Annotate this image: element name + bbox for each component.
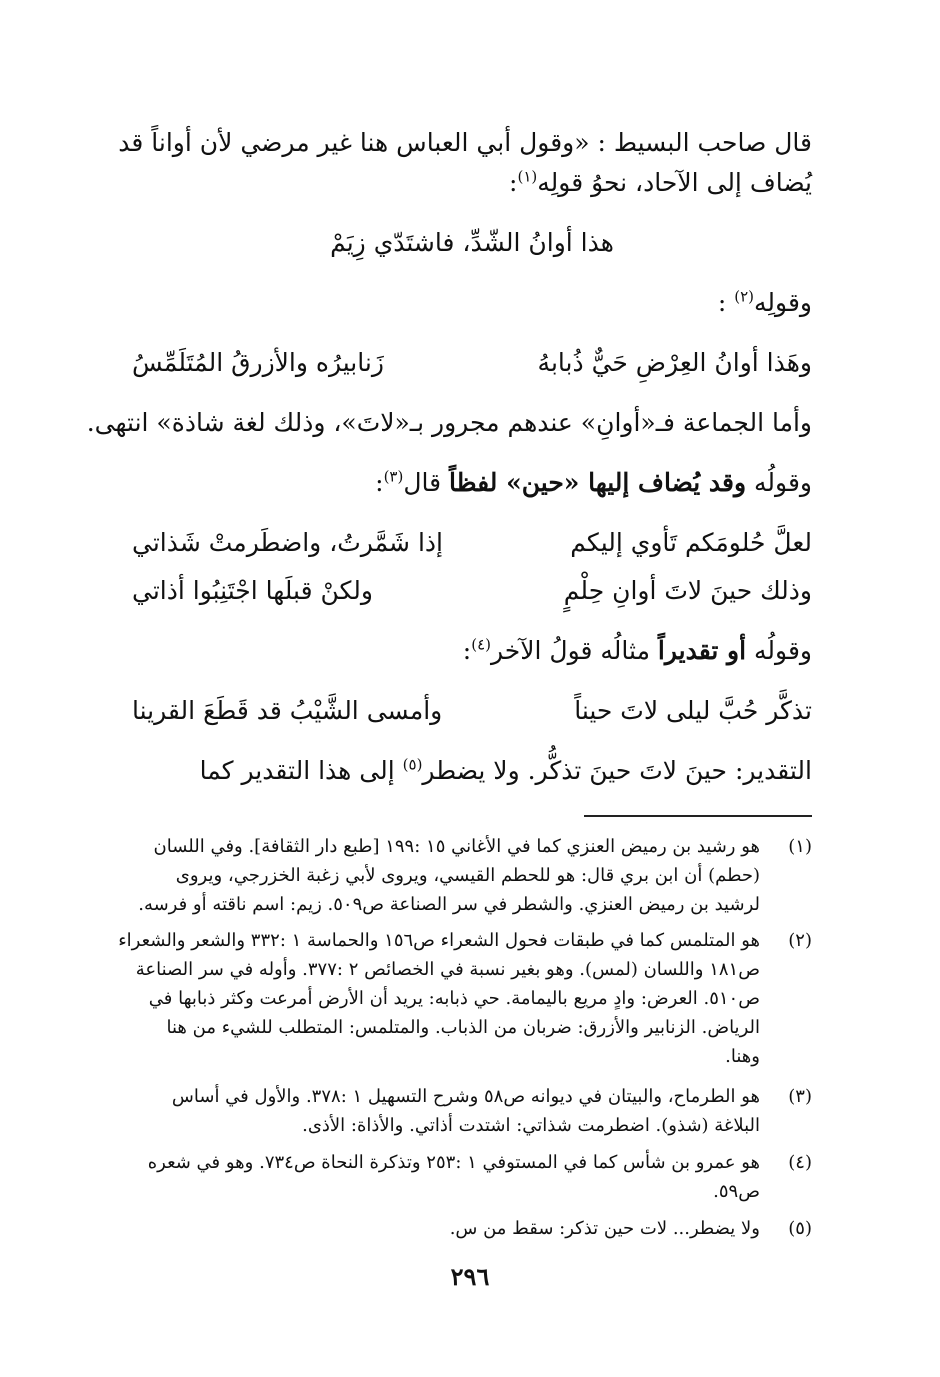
text-line: إلى هذا التقدير كما	[199, 756, 395, 785]
footnote-line: هو الطرماح، والبيتان في ديوانه ص٥٨ وشرح التسهيل ١ :٣٧٨. والأول في أساس	[171, 1086, 760, 1107]
page-number: ٢٩٦	[450, 1262, 490, 1291]
punctuation: :	[462, 636, 472, 665]
text-line: وقولُه	[754, 468, 812, 497]
footnote-text	[108, 1082, 760, 1140]
text-line: التقدير: حينَ لاتَ حينَ تذكُّر. ولا يضطر	[422, 756, 812, 785]
verse-hemistich-first: تذكَّر حُبَّ ليلى لاتَ حيناً	[574, 696, 812, 725]
footnote-line: ولا يضطر... لات حين تذكر: سقط من س.	[449, 1218, 760, 1239]
verse-hemistich-second: ولكنْ قبلَها اجْتَنِبُوا أذاتي	[132, 576, 373, 605]
verse-couplet	[132, 526, 812, 566]
footnote-line: هو المتلمس كما في طبقات فحول الشعراء ص١٥٦ والحماسة ١ :٣٣٢ والشعر والشعراء	[118, 930, 760, 951]
footnote-line: هو عمرو بن شأس كما في المستوفي ١ :٢٥٣ وتذكرة النحاة ص٧٣٤. وهو في شعره	[147, 1152, 760, 1173]
text-line: وقولُه	[754, 636, 812, 665]
text-line: وأما الجماعة فـ«أوانِ» عندهم مجرور بـ«لاتَ»، وذلك لغة شاذة» انتهى.	[86, 408, 812, 437]
verse-line	[132, 226, 812, 260]
paragraph-line	[132, 634, 812, 668]
footnote-number: (١)	[788, 836, 812, 857]
footnote-line: (حطم) أن ابن بري قال: هو للحطم القيسي، ويروى لأبي زغبة الخزرجي، ويروى	[175, 865, 760, 886]
footnote-text	[108, 1148, 760, 1206]
footnote-line: ص٥١٠. العرض: وادٍ مريع باليمامة. حي ذبابه: يريد أن الأرض أمرعت وكثر ذبابها في	[148, 988, 760, 1009]
text-line: قال	[403, 468, 442, 497]
verse-hemistich-first: لعلَّ حُلومَكم تَأوي إليكم	[570, 528, 812, 557]
text-line: قال صاحب البسيط : «وقول أبي العباس هنا غير مرضي لأن أواناً قد	[118, 128, 812, 157]
text-line: مثالُه قولُ الآخر	[491, 636, 650, 665]
punctuation: :	[509, 168, 518, 197]
verse-hemistich-second: زَنابيرُه والأزرقُ المُتَلَمِّسُ	[132, 348, 384, 377]
footnote-ref[interactable]: (١)	[517, 167, 538, 186]
footnote-number: (٣)	[788, 1086, 812, 1107]
quoted-text: أو تقديراً	[657, 636, 747, 665]
footnote-line: هو رشيد بن رميض العنزي كما في الأغاني ١٥ :١٩٩ [طبع دار الثقافة]. وفي اللسان	[153, 836, 760, 857]
footnote-ref[interactable]: (٢)	[734, 287, 755, 306]
footnote-text	[108, 926, 760, 1071]
paragraph-line	[132, 166, 812, 200]
text-line: يُضاف إلى الآحاد، نحوُ قولِه	[537, 168, 812, 197]
verse-hemistich-first: وهَذا أوانُ العِرْضِ حَيٌّ ذُبابهُ	[537, 348, 812, 377]
punctuation: :	[717, 288, 727, 317]
footnote-text	[108, 832, 760, 919]
verse-couplet	[132, 346, 812, 386]
footnote-number: (٢)	[788, 930, 812, 951]
paragraph-line	[132, 466, 812, 500]
verse-hemistich-first: وذلك حينَ لاتَ أوانِ حِلْمٍ	[563, 576, 812, 605]
quoted-text: وقد يُضاف إليها «حين» لفظاً	[449, 468, 747, 497]
footnote-text	[108, 1214, 760, 1243]
verse-couplet	[132, 694, 812, 734]
paragraph-line	[86, 406, 812, 440]
footnote-line: البلاغة (شذو). اضطرمت شذاتي: اشتدت أذاتي. والأذاة: الأذى.	[302, 1115, 760, 1136]
footnote-ref[interactable]: (٥)	[402, 755, 423, 774]
paragraph-line	[132, 754, 812, 788]
footnote-line: لرشيد بن رميض العنزي. والشطر في سر الصناعة ص٥٠٩. زيم: اسم ناقته أو فرسه.	[138, 894, 760, 915]
footnote-ref[interactable]: (٣)	[383, 467, 404, 486]
verse-hemistich-second: إذا شَمَّرتُ، واضطَرمتْ شَذاتي	[132, 528, 443, 557]
verse-hemistich-second: وأمسى الشَّيْبُ قد قَطَعَ القرينا	[132, 696, 443, 725]
footnote-number: (٤)	[788, 1152, 812, 1173]
punctuation: :	[375, 468, 384, 497]
footnote-separator	[584, 815, 812, 817]
paragraph-line	[118, 126, 812, 160]
paragraph-line	[132, 286, 812, 320]
footnote-line: ص٥٩.	[713, 1181, 760, 1202]
footnote-number: (٥)	[788, 1218, 812, 1239]
footnote-ref[interactable]: (٤)	[471, 635, 492, 654]
footnote-line: ص١٨١ واللسان (لمس). وهو بغير نسبة في الخصائص ٢ :٣٧٧. وأوله في سر الصناعة	[135, 959, 760, 980]
footnote-line: وهنا.	[725, 1046, 760, 1067]
text-line: وقولِه	[754, 288, 812, 317]
footnote-line: الرياض. الزنابير والأزرق: ضربان من الذباب. والمتلمس: المتطلب للشيء من هنا	[166, 1017, 760, 1038]
verse-couplet	[132, 574, 812, 614]
verse-text: هذا أوانُ الشّدِّ، فاشتَدّي زِيَمْ	[330, 228, 614, 257]
